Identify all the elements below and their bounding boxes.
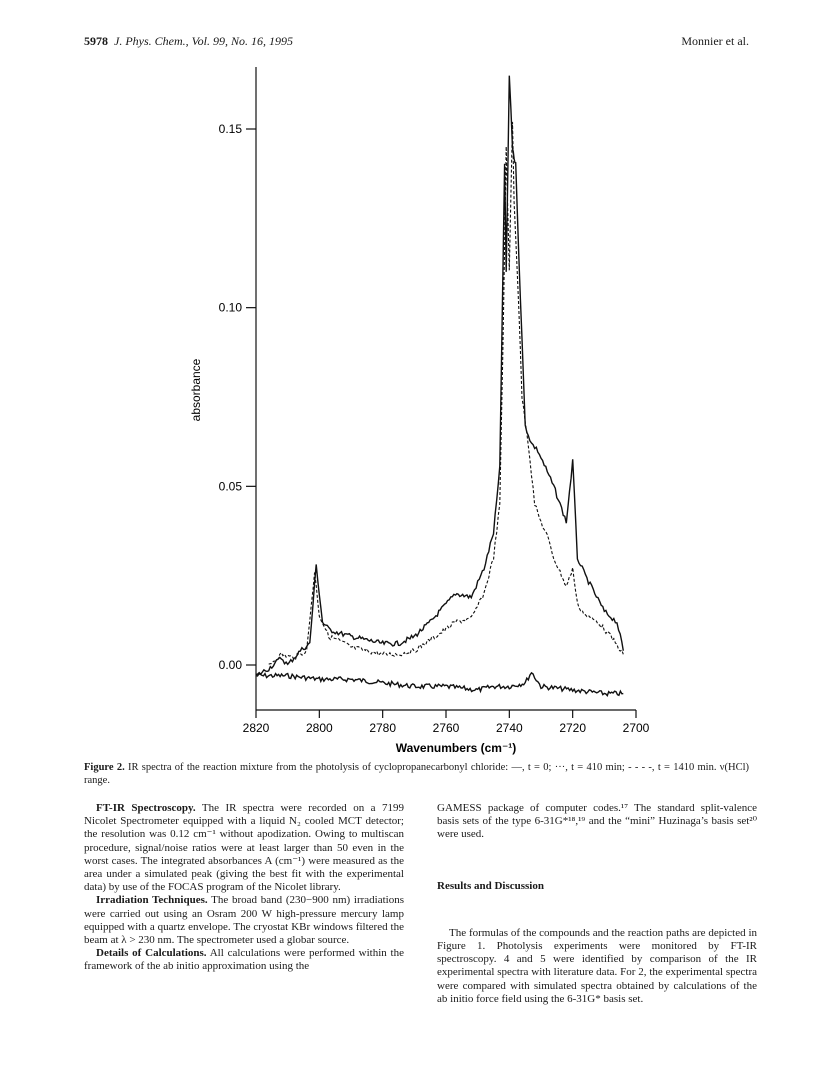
y-tick-label: 0.15: [218, 122, 242, 136]
section-heading-results: Results and Discussion: [437, 879, 544, 892]
x-tick-label: 2720: [559, 721, 587, 735]
heading-ftir: FT-IR Spectroscopy.: [96, 802, 196, 814]
paragraph-ftir: FT-IR Spectroscopy. The IR spectra were recorded on a 7199 Nicolet Spectrometer equipped with a liquid N₂ cooled MCT detector; the resolution was 0.12 cm⁻¹ without apodization. Owing to multiscan procedure, signal/noise ratios were at least larger than 50 even in the worst cases. The integrated absorbances A (cm⁻¹) were measured as the area under a simulated peak (giving the best fit with the experimental data) by use of the FOCAS program of the Nicolet library.: [84, 802, 404, 894]
journal-citation: J. Phys. Chem., Vol. 99, No. 16, 1995: [114, 34, 293, 48]
x-tick-label: 2740: [495, 721, 523, 735]
series-line: [256, 76, 623, 675]
series-line: [269, 122, 624, 664]
left-column: [84, 802, 404, 974]
page-number: 5978: [84, 34, 108, 48]
x-tick-label: 2700: [622, 721, 650, 735]
figure-caption: [84, 761, 749, 787]
heading-irradiation: Irradiation Techniques.: [96, 894, 208, 907]
paragraph-gamess: GAMESS package of computer codes.¹⁷ The standard split-valence basis sets of the type 6-31G*¹⁸,¹⁹ and the “mini” Huzinaga’s basis set²⁰ were used.: [437, 802, 757, 841]
x-axis-label: Wavenumbers (cm⁻¹): [395, 741, 517, 755]
x-tick-label: 2820: [242, 721, 270, 735]
x-tick-label: 2780: [369, 721, 397, 735]
heading-calculations: Details of Calculations.: [96, 947, 207, 960]
caption-label: Figure 2.: [84, 762, 125, 773]
x-tick-label: 2760: [432, 721, 460, 735]
y-tick-label: 0.00: [218, 658, 242, 672]
right-column: [437, 802, 757, 1006]
running-authors: Monnier et al.: [681, 34, 749, 48]
y-axis-label: absorbance: [189, 358, 203, 422]
x-tick-label: 2800: [305, 721, 333, 735]
caption-text: IR spectra of the reaction mixture from the photolysis of cyclopropanecarbonyl chloride: —, t = 0; ···, t = 410 min; - - - -, t = 1410 min. ν(HCl) range.: [84, 762, 749, 786]
paragraph-irradiation: Irradiation Techniques. The broad band (230−900 nm) irradiations were carried out using an Osram 200 W high-pressure mercury lamp equipped with a quartz envelope. The cryostat KBr windows filtered the beam at λ > 230 nm. The spectrometer used a globar source.: [84, 894, 405, 947]
paragraph-results: The formulas of the compounds and the reaction paths are depicted in Figure 1. Photolysis experiments were monitored by FT-IR spectroscopy. 4 and 5 were identified by comparison of the IR experimental spectra with literature data. For 2, the experimental spectra were compared with simulated spectra obtained by calculations of the ab initio force field using the 6-31G* basis set.: [437, 926, 757, 1005]
paragraph-calculations: Details of Calculations. All calculations were performed within the framework of the ab initio approximation using the: [84, 947, 404, 973]
y-tick-label: 0.10: [218, 300, 242, 315]
y-tick-label: 0.05: [218, 479, 242, 494]
series-line: [256, 673, 623, 696]
